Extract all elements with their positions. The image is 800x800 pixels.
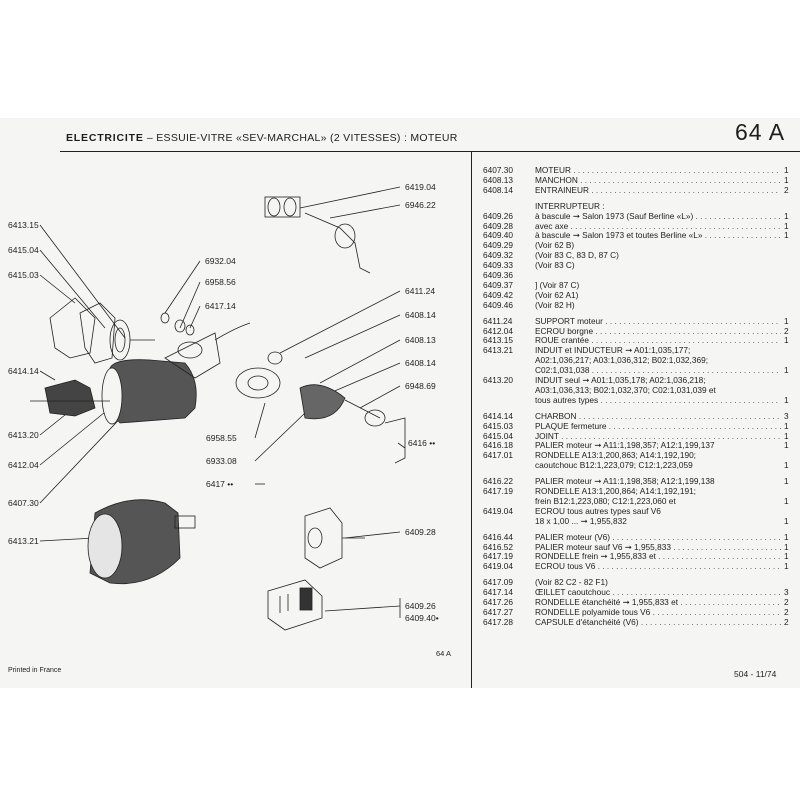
parts-row: [0, 375, 800, 385]
part-ref-number: 6417.19: [483, 486, 513, 496]
parts-row: [0, 506, 800, 516]
part-quantity: 1: [784, 210, 789, 221]
part-description: caoutchouc B12:1,223,079; C12:1,223,059: [535, 460, 693, 471]
parts-row: [0, 270, 800, 280]
part-quantity: 1: [784, 561, 789, 572]
printed-note: Printed in France: [8, 667, 62, 674]
parts-row: [0, 175, 800, 185]
parts-row: [0, 431, 800, 441]
parts-row: [0, 440, 800, 450]
part-quantity: 1: [784, 531, 789, 542]
part-quantity: 1: [784, 394, 789, 405]
part-ref-number: 6419.04: [483, 561, 513, 572]
parts-row: [0, 355, 800, 365]
label-6409-28: 6409.28: [405, 527, 436, 537]
part-description: PALIER moteur (V6) . . .: [535, 532, 781, 542]
part-quantity: 1: [784, 440, 789, 451]
part-quantity: 2: [784, 616, 789, 627]
page-subtitle: – ESSUIE-VITRE «SEV-MARCHAL» (2 VITESSES) : MOTEUR: [146, 132, 458, 144]
part-description: INDUIT et INDUCTEUR ➞ A01:1,035,177;: [535, 345, 691, 356]
parts-row: [0, 300, 800, 310]
part-description: à bascule ➞ Salon 1973 (Sauf Berline «L») . . .: [535, 211, 781, 221]
parts-row: [0, 450, 800, 460]
part-ref-number: 6413.21: [483, 345, 513, 356]
label-6417-14: 6417.14: [205, 301, 236, 311]
part-description: JOINT . . .: [535, 431, 781, 441]
label-6958-55: 6958.55: [206, 433, 237, 443]
parts-row: [0, 587, 800, 597]
section-title: ELECTRICITE: [66, 132, 144, 144]
parts-row: [0, 577, 800, 587]
part-ref-number: 6416.18: [483, 440, 513, 451]
part-ref-number: 6409.32: [483, 250, 513, 261]
label-6417: 6417 ••: [206, 479, 234, 489]
part-quantity: 1: [784, 460, 789, 471]
part-quantity: 1: [784, 541, 789, 552]
parts-row: [0, 476, 800, 486]
parts-row: [0, 201, 800, 211]
part-description: CAPSULE d'étanchéité (V6) . . .: [535, 617, 781, 627]
part-description: (Voir 62 A1): [535, 289, 579, 300]
part-quantity: 1: [784, 165, 789, 175]
label-6415-04: 6415.04: [8, 245, 39, 255]
part-quantity: 2: [784, 606, 789, 617]
part-description: C02:1,031,038 . . .: [535, 365, 781, 375]
parts-row: [0, 496, 800, 506]
part-ref-number: 6414.14: [483, 410, 513, 421]
parts-row: [0, 617, 800, 627]
part-description: RONDELLE frein ➞ 1,955,833 et . . .: [535, 551, 781, 561]
parts-row: [0, 221, 800, 231]
label-6407-30: 6407.30: [8, 498, 39, 508]
part-description: MANCHON . . .: [535, 175, 781, 185]
part-description: INDUIT seul ➞ A01:1,035,178; A02:1,036,218;: [535, 375, 706, 385]
parts-row: [0, 230, 800, 240]
part-description: ECROU tous autres types sauf V6: [535, 505, 661, 516]
parts-row: [0, 395, 800, 405]
part-description: frein B12:1,223,080; C12:1,223,060 et: [535, 495, 676, 506]
part-description: ECROU tous V6 . . .: [535, 561, 781, 571]
part-quantity: 1: [784, 335, 789, 346]
part-description: à bascule ➞ Salon 1973 et toutes Berline «L» . . .: [535, 230, 781, 240]
part-ref-number: 6417.27: [483, 606, 513, 617]
part-ref-number: 6409.26: [483, 210, 513, 221]
part-description: (Voir 62 B): [535, 240, 575, 251]
parts-row: [0, 561, 800, 571]
part-ref-number: 6417.28: [483, 616, 513, 627]
label-6415-03: 6415.03: [8, 270, 39, 280]
part-ref-number: 6416.44: [483, 531, 513, 542]
parts-row: [0, 385, 800, 395]
part-description: PLAQUE fermeture . . .: [535, 421, 781, 431]
part-ref-number: 6417.09: [483, 577, 513, 588]
label-6413-15: 6413.15: [8, 220, 39, 230]
part-ref-number: 6417.26: [483, 597, 513, 607]
part-description: 18 x 1,00 ... ➞ 1,955,832: [535, 515, 627, 526]
part-description: ] (Voir 87 C): [535, 279, 580, 290]
label-6419-04: 6419.04: [405, 182, 436, 192]
part-description: (Voir 83 C, 83 D, 87 C): [535, 250, 619, 261]
part-description: PALIER moteur sauf V6 ➞ 1,955,833 . . .: [535, 542, 781, 552]
part-quantity: 1: [784, 230, 789, 241]
part-ref-number: 6409.37: [483, 279, 513, 290]
label-6946-22: 6946.22: [405, 200, 436, 210]
part-quantity: 1: [784, 365, 789, 376]
part-ref-number: 6408.13: [483, 174, 513, 185]
part-description: RONDELLE A13:1,200,863; A14:1,192,190;: [535, 450, 696, 461]
parts-row: [0, 597, 800, 607]
parts-row: [0, 185, 800, 195]
part-description: RONDELLE étanchéité ➞ 1,955,833 et . . .: [535, 597, 781, 607]
part-description: avec axe . . .: [535, 221, 781, 231]
part-ref-number: 6409.42: [483, 289, 513, 300]
part-ref-number: 6408.14: [483, 184, 513, 195]
part-description: ŒILLET caoutchouc . . .: [535, 587, 781, 597]
part-description: (Voir 82 H): [535, 299, 575, 310]
part-ref-number: 6415.03: [483, 420, 513, 431]
part-ref-number: 6417.14: [483, 587, 513, 598]
parts-row: [0, 551, 800, 561]
part-description: PALIER moteur ➞ A11:1,198,357; A12:1,199,137: [535, 440, 715, 451]
parts-row: [0, 250, 800, 260]
label-6932-04: 6932.04: [205, 256, 236, 266]
part-ref-number: 6417.19: [483, 551, 513, 562]
part-ref-number: 6416.22: [483, 476, 513, 487]
part-ref-number: 6417.01: [483, 450, 513, 461]
part-ref-number: 6409.36: [483, 270, 513, 280]
part-ref-number: 6409.40: [483, 230, 513, 241]
part-quantity: 1: [784, 476, 789, 487]
label-6413-20: 6413.20: [8, 430, 39, 440]
parts-row: [0, 290, 800, 300]
part-ref-number: 6409.33: [483, 260, 513, 271]
part-description: ECROU borgne . . .: [535, 326, 781, 336]
page-number: 64 A: [735, 119, 786, 145]
part-quantity: 2: [784, 597, 789, 607]
part-description: RONDELLE A13:1,200,864; A14:1,192,191;: [535, 486, 696, 496]
label-6416: 6416 ••: [408, 438, 436, 448]
part-description: ROUE crantée . . .: [535, 335, 781, 345]
label-6409-40: 6409.40•: [405, 613, 439, 623]
part-ref-number: 6409.28: [483, 220, 513, 231]
part-ref-number: 6415.04: [483, 430, 513, 441]
label-6933-08: 6933.08: [206, 456, 237, 466]
edition-note: 504 - 11/74: [734, 669, 777, 679]
parts-row: [0, 532, 800, 542]
parts-row: [0, 460, 800, 470]
part-ref-number: 6409.29: [483, 240, 513, 251]
part-quantity: 2: [784, 184, 789, 195]
parts-row: [0, 365, 800, 375]
label-6409-26: 6409.26: [405, 601, 436, 611]
part-description: ENTRAINEUR . . .: [535, 185, 781, 195]
label-6412-04: 6412.04: [8, 460, 39, 470]
parts-row: [0, 516, 800, 526]
part-description: MOTEUR . . .: [535, 165, 781, 175]
label-6958-56: 6958.56: [205, 277, 236, 287]
part-description: INTERRUPTEUR :: [535, 200, 605, 211]
part-ref-number: 6409.46: [483, 299, 513, 310]
parts-row: [0, 345, 800, 355]
part-quantity: 1: [784, 551, 789, 562]
parts-row: [0, 165, 800, 175]
label-6408-13: 6408.13: [405, 335, 436, 345]
parts-row: [0, 421, 800, 431]
part-quantity: 3: [784, 410, 789, 421]
parts-row: [0, 211, 800, 221]
parts-row: [0, 335, 800, 345]
part-ref-number: 6411.24: [483, 315, 513, 326]
parts-row: [0, 542, 800, 552]
catalog-page: [0, 118, 800, 688]
parts-row: [0, 326, 800, 336]
part-ref-number: 6407.30: [483, 165, 513, 175]
parts-row: [0, 260, 800, 270]
parts-row: [0, 411, 800, 421]
part-quantity: 3: [784, 587, 789, 598]
parts-row: [0, 486, 800, 496]
part-quantity: 1: [784, 515, 789, 526]
label-6414-14: 6414.14: [8, 366, 39, 376]
figure-ref: 64 A: [436, 649, 452, 658]
part-quantity: 1: [784, 420, 789, 431]
label-6411-24: 6411.24: [405, 286, 436, 296]
label-6948-69: 6948.69: [405, 381, 436, 391]
part-quantity: 2: [784, 325, 789, 336]
part-quantity: 1: [784, 220, 789, 231]
part-description: (Voir 83 C): [535, 260, 575, 271]
part-description: tous autres types . . .: [535, 395, 781, 405]
parts-row: [0, 240, 800, 250]
parts-row: [0, 607, 800, 617]
parts-row: [0, 316, 800, 326]
part-quantity: 1: [784, 430, 789, 441]
part-description: A02:1,036,217; A03:1,036,312; B02:1,032,369;: [535, 355, 709, 366]
part-ref-number: 6412.04: [483, 325, 513, 336]
part-description: PALIER moteur ➞ A11:1,198,358; A12:1,199,138: [535, 476, 715, 487]
part-description: A03:1,036,313; B02:1,032,370; C02:1,031,039 et: [535, 384, 716, 395]
parts-row: [0, 280, 800, 290]
part-description: CHARBON . . .: [535, 411, 781, 421]
label-6413-21: 6413.21: [8, 536, 39, 546]
part-quantity: 1: [784, 315, 789, 326]
part-ref-number: 6413.20: [483, 375, 513, 385]
part-ref-number: 6413.15: [483, 335, 513, 346]
label-6408-14-b: 6408.14: [405, 358, 436, 368]
part-ref-number: 6416.52: [483, 541, 513, 552]
part-quantity: 1: [784, 495, 789, 506]
part-description: RONDELLE polyamide tous V6 . . .: [535, 607, 781, 617]
label-6408-14-a: 6408.14: [405, 310, 436, 320]
part-description: (Voir 82 C2 - 82 F1): [535, 577, 608, 588]
part-description: SUPPORT moteur . . .: [535, 316, 781, 326]
part-ref-number: 6419.04: [483, 505, 513, 516]
part-quantity: 1: [784, 174, 789, 185]
